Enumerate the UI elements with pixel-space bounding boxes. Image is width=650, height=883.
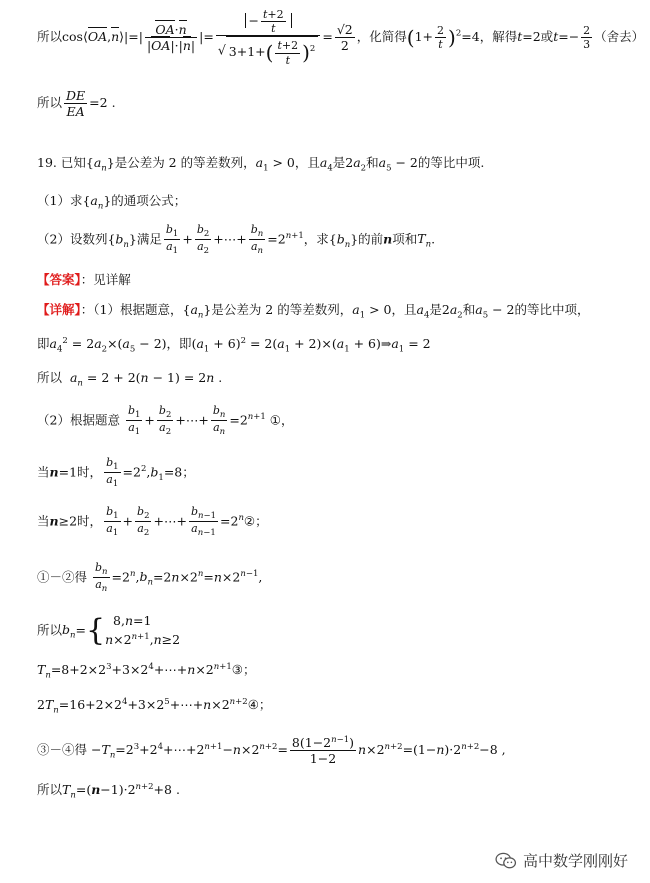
wechat-icon bbox=[495, 852, 517, 870]
watermark-text: 高中数学刚刚好 bbox=[522, 852, 628, 870]
diff-line: ③－④得 $-T_n=2^3+2^4+\cdots+2^{n+1}-n\times 2^{n+2}=$ $\frac{8(1-2^{n-1})}{1-2}$ $n\times 2^{n+2}=(1-n)\cdot 2^{n+2}-8$ , bbox=[37, 735, 506, 767]
answer-tag: 【答案】 bbox=[37, 272, 81, 287]
detail-tag: 【详解】 bbox=[37, 302, 81, 317]
n1-line: 当n=1时， $\frac{b_1}{a_1}$ $=2^2,b_1=8$； bbox=[37, 456, 195, 490]
line-de-ea: 所以 $\frac{DE}{EA}$ =2 . bbox=[37, 88, 116, 119]
an-line: 所以 $a_n = 2 + 2(n - 1) = 2n$ . bbox=[37, 370, 223, 389]
question-19: 19. 已知$\{a_n\}$是公差为 2 的等差数列，$a_1 > 0$，且$a_4$是$2a_2$和$a_5 - 2$的等比中项. bbox=[37, 155, 485, 174]
answer-line: 【答案】：见详解 bbox=[37, 272, 131, 287]
part2-eq1: （2）根据题意 $\frac{b_1}{a_1}$ + $\frac{b_2}{a_2}$ +⋯+ $\frac{b_n}{a_n}$ $=2^{n+1}$ ①， bbox=[37, 404, 294, 438]
watermark bbox=[495, 850, 628, 871]
line-cos: 所以cos⟨OA,n⟩|=| $\frac{OA\cdot n}{|OA|\cdot|n|}$ |= − $\frac{t+2}{t}$ √ 3+1+( $\frac{t+2}{t}$ )$^2$ = $\frac{√2}{2}$ ，化简得(1+ $\frac{2}{t}$ )$^2$=4，解得t=2或t=− $\frac{2}{3}$ （舍去） bbox=[37, 8, 645, 67]
question-19-part1: （1）求$\{a_n\}$的通项公式； bbox=[37, 193, 187, 212]
eq-line-1: 即$a_4^2 = 2a_2\times(a_5 - 2)$，即$(a_1 + 6)^2 = 2(a_1 + 2)\times(a_1$ + $6)\Rightarrow a_1 = 2$ bbox=[37, 336, 431, 355]
bn-line: 所以$b_n=${ 8,n=1 $n\times 2^{n+1},n\ge 2$ bbox=[37, 612, 181, 648]
tn-line: $T_n=8+2\times 2^3+3\times 2^4+\cdots+n\times 2^{n+1}③$； bbox=[37, 662, 256, 681]
n2-line: 当n≥2时， $\frac{b_1}{a_1}$ + $\frac{b_2}{a_2}$ +⋯+ $\frac{b_{n-1}}{a_{n-1}}$ $=2^n②$； bbox=[37, 505, 268, 539]
question-19-part2: （2）设数列$\{b_n\}$满足 $\frac{b_1}{a_1}$ + $\frac{b_2}{a_2}$ +⋯+ $\frac{b_n}{a_n}$ $=2^{n+1}$，求$\{b_n\}$的前n项和$T_n$. bbox=[37, 223, 436, 257]
detail-line: 【详解】：（1）根据题意，$\{a_n\}$是公差为 2 的等差数列，$a_1 > 0$，且$a_4$是$2a_2$和$a_5 - 2$的等比中项， bbox=[37, 302, 590, 321]
final-line: 所以$T_n=(n-1)\cdot 2^{n+2}+8$ . bbox=[37, 782, 180, 801]
sub-line: ①－②得 $\frac{b_n}{a_n}$ $=2^n,b_n=2n\times 2^n=n\times 2^{n-1}$, bbox=[37, 561, 263, 595]
2tn-line: $2T_n=16+2\times 2^4+3\times 2^5+\cdots+n\times 2^{n+2}④$； bbox=[37, 697, 272, 716]
